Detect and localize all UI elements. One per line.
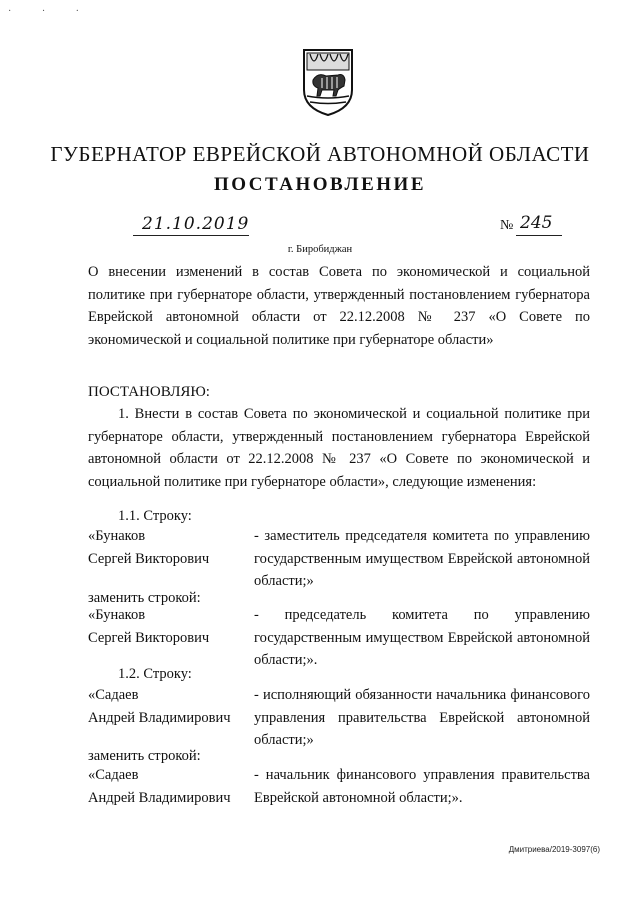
decree-word: ПОСТАНОВЛЯЮ: xyxy=(88,384,210,400)
city: г. Биробиджан xyxy=(287,244,353,255)
item-1-2-new-name-given: Андрей Владимирович xyxy=(88,789,231,806)
item-1-2-label: 1.2. Строку: xyxy=(118,666,192,682)
item-1-1-replace-label: заменить строкой: xyxy=(88,590,201,606)
coat-of-arms-icon xyxy=(300,46,356,118)
item-1-2-old-description: - исполняющий обязанности начальника финансового управления правительства Еврейской автономной области;» xyxy=(254,687,590,748)
document-number: 245 xyxy=(520,213,553,233)
item-1-1-old-name-surname: «Бунаков xyxy=(88,528,146,544)
item-1-1-old-description: - заместитель председателя комитета по управлению государственным имуществом Еврейской автономной области;» xyxy=(254,528,590,589)
item-1-2-new-name-surname: «Садаев xyxy=(88,767,139,783)
document-type: ПОСТАНОВЛЕНИЕ xyxy=(213,174,427,195)
item-1-2-old-name-given: Андрей Владимирович xyxy=(88,709,231,726)
item-1-1-label: 1.1. Строку: xyxy=(118,508,192,524)
item-1-2-new-description: - начальник финансового управления правительства Еврейской автономной области;». xyxy=(254,767,590,806)
item-1-2-old-name-surname: «Садаев xyxy=(88,687,139,703)
issuer-title: ГУБЕРНАТОР ЕВРЕЙСКОЙ АВТОНОМНОЙ ОБЛАСТИ xyxy=(50,142,590,166)
scan-specks: · · · xyxy=(8,6,93,17)
document-footer-code: Дмитриева/2019-3097(6) xyxy=(508,845,600,854)
number-label: № xyxy=(500,218,514,233)
document-date: 21.10.2019 xyxy=(142,214,250,234)
item-1-2-replace-label: заменить строкой: xyxy=(88,748,201,764)
document-subject: О внесении изменений в состав Совета по экономической и социальной политике при губернаторе области, утвержденный постановлением губернатора Еврейской автономной области от 22.12.2008 № 237 «О Совете по экономической и социальной политике при губернаторе области» xyxy=(88,264,590,348)
item-1-1-old-name-given: Сергей Викторович xyxy=(88,550,210,567)
item-1-1-new-name-given: Сергей Викторович xyxy=(88,629,210,646)
paragraph-1: 1. Внести в состав Совета по экономической и социальной политике при губернаторе области, утвержденный постановлением губернатора Еврейской автономной области от 22.12.2008 № 237 «О Совете по экономической и социальной политике при губернаторе области», следующие изменения: xyxy=(88,406,590,490)
item-1-1-new-description: - председатель комитета по управлению государственным имуществом Еврейской автономной области;». xyxy=(254,607,590,668)
item-1-1-new-name-surname: «Бунаков xyxy=(88,607,146,623)
